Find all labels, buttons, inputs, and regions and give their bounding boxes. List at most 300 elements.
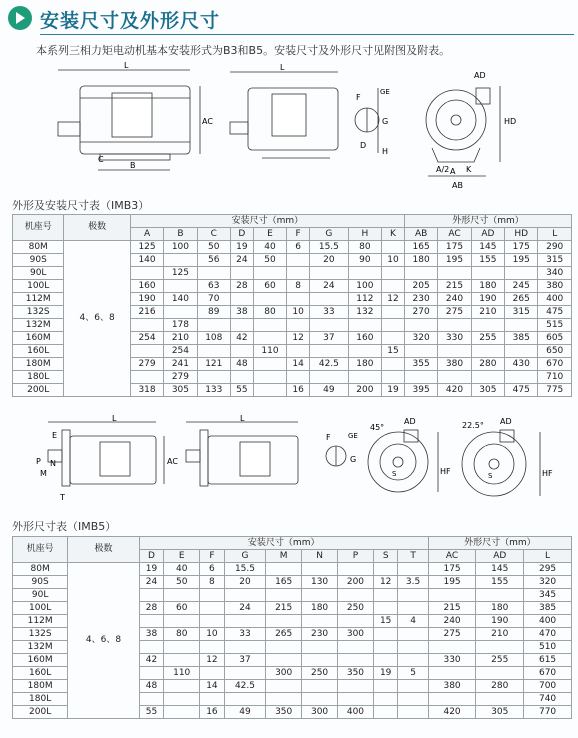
value-cell: 200	[348, 384, 381, 397]
value-cell: 112	[348, 293, 381, 306]
value-cell	[266, 680, 302, 693]
value-cell: 330	[438, 332, 471, 345]
value-cell	[164, 615, 200, 628]
value-cell: 125	[130, 241, 163, 254]
value-cell: 15.5	[224, 563, 266, 576]
value-cell: 340	[538, 267, 572, 280]
value-cell	[253, 319, 286, 332]
value-cell: 4	[398, 615, 428, 628]
intro-text: 本系列三相力矩电动机基本安装形式为B3和B5。安装尺寸及外形尺寸见附图及附表。	[36, 44, 451, 57]
value-cell: 42	[230, 332, 253, 345]
value-cell: 400	[338, 706, 374, 719]
value-cell	[287, 254, 310, 267]
value-cell: 155	[471, 254, 504, 267]
value-cell: 100	[348, 280, 381, 293]
value-cell: 12	[382, 293, 405, 306]
value-cell: 275	[438, 306, 471, 319]
b3-shaft-view	[230, 72, 379, 158]
value-cell: 80	[164, 628, 200, 641]
value-cell: 14	[287, 358, 310, 371]
value-cell	[382, 358, 405, 371]
value-cell	[476, 589, 524, 602]
dim-L: L	[124, 61, 129, 70]
value-cell: 190	[130, 293, 163, 306]
dim-HD: HD	[504, 117, 517, 126]
col-a: A	[130, 228, 163, 241]
value-cell: 279	[130, 358, 163, 371]
dim-G: G	[382, 117, 389, 126]
value-cell	[253, 332, 286, 345]
value-cell: 305	[164, 384, 197, 397]
value-cell: 265	[266, 628, 302, 641]
value-cell: 175	[505, 241, 538, 254]
value-cell	[398, 641, 428, 654]
value-cell: 180	[348, 358, 381, 371]
dim-H: H	[382, 147, 389, 156]
value-cell: 56	[197, 254, 230, 267]
value-cell: 205	[404, 280, 437, 293]
value-cell	[200, 589, 225, 602]
b3-drawings	[0, 58, 578, 190]
value-cell: 20	[310, 254, 349, 267]
b5-side-view	[48, 422, 164, 486]
frame-cell: 132M	[13, 641, 68, 654]
value-cell: 240	[438, 293, 471, 306]
col-ad: AD	[471, 228, 504, 241]
value-cell	[373, 706, 398, 719]
value-cell: 38	[230, 306, 253, 319]
value-cell: 400	[524, 615, 572, 628]
value-cell: 3.5	[398, 576, 428, 589]
value-cell	[164, 706, 200, 719]
col-p: P	[338, 550, 374, 563]
value-cell: 12	[287, 332, 310, 345]
value-cell: 230	[302, 628, 338, 641]
value-cell: 60	[253, 280, 286, 293]
frame-cell: 200L	[13, 384, 64, 397]
dim-B: B	[130, 161, 136, 170]
value-cell	[505, 371, 538, 384]
value-cell	[476, 693, 524, 706]
col-ac: AC	[428, 550, 476, 563]
value-cell	[471, 345, 504, 358]
page-title: 安装尺寸及外形尺寸	[40, 10, 221, 32]
section-header	[4, 4, 574, 32]
value-cell: 42.5	[310, 358, 349, 371]
value-cell: 133	[197, 384, 230, 397]
value-cell: 270	[404, 306, 437, 319]
value-cell: 470	[524, 628, 572, 641]
col-ac: AC	[438, 228, 471, 241]
col-d: D	[230, 228, 253, 241]
value-cell	[200, 667, 225, 680]
value-cell: 515	[538, 319, 572, 332]
value-cell	[164, 693, 200, 706]
value-cell: 40	[253, 241, 286, 254]
value-cell	[471, 267, 504, 280]
value-cell: 215	[428, 602, 476, 615]
value-cell	[438, 345, 471, 358]
value-cell	[224, 667, 266, 680]
value-cell	[398, 693, 428, 706]
value-cell: 130	[302, 576, 338, 589]
value-cell	[476, 667, 524, 680]
value-cell: 241	[164, 358, 197, 371]
value-cell: 200	[338, 576, 374, 589]
frame-cell: 160M	[13, 654, 68, 667]
value-cell	[338, 641, 374, 654]
value-cell: 250	[338, 602, 374, 615]
value-cell: 12	[200, 654, 225, 667]
value-cell: 50	[197, 241, 230, 254]
dim-K: K	[466, 165, 472, 174]
value-cell	[139, 615, 164, 628]
value-cell: 350	[338, 667, 374, 680]
title-divider	[40, 34, 574, 35]
value-cell	[348, 371, 381, 384]
value-cell	[348, 345, 381, 358]
value-cell: 380	[428, 680, 476, 693]
value-cell	[382, 267, 405, 280]
value-cell: 195	[438, 254, 471, 267]
value-cell: 16	[200, 706, 225, 719]
value-cell: 290	[538, 241, 572, 254]
value-cell	[230, 319, 253, 332]
b3-end-view	[426, 86, 500, 176]
value-cell	[505, 345, 538, 358]
value-cell: 24	[139, 576, 164, 589]
angle-22-5: 22.5°	[462, 421, 484, 430]
value-cell	[224, 589, 266, 602]
value-cell: 210	[164, 332, 197, 345]
value-cell	[230, 345, 253, 358]
value-cell: 24	[230, 254, 253, 267]
value-cell	[164, 654, 200, 667]
value-cell	[404, 345, 437, 358]
dim-F-b5: F	[326, 433, 331, 442]
frame-cell: 132S	[13, 306, 64, 319]
col-l: L	[538, 228, 572, 241]
value-cell: 380	[438, 358, 471, 371]
col-group-outline: 外形尺寸（mm）	[404, 215, 571, 228]
b5-drawings	[0, 414, 578, 506]
value-cell: 420	[428, 706, 476, 719]
value-cell: 380	[538, 280, 572, 293]
value-cell	[130, 345, 163, 358]
frame-cell: 200L	[13, 706, 68, 719]
col-h: H	[348, 228, 381, 241]
value-cell	[287, 267, 310, 280]
dim-S-f2: S	[488, 472, 493, 480]
value-cell	[404, 319, 437, 332]
value-cell: 265	[505, 293, 538, 306]
value-cell	[338, 589, 374, 602]
b5-flange-view-1	[368, 430, 438, 492]
value-cell: 24	[224, 602, 266, 615]
value-cell: 110	[164, 667, 200, 680]
col-n: N	[302, 550, 338, 563]
value-cell: 14	[200, 680, 225, 693]
dim-M-b5: M	[40, 469, 47, 478]
value-cell: 155	[476, 576, 524, 589]
value-cell: 175	[428, 563, 476, 576]
dim-E-b5: E	[52, 431, 58, 440]
value-cell: 38	[139, 628, 164, 641]
dim-AB: AB	[452, 181, 463, 190]
table-row	[13, 241, 572, 254]
frame-cell: 132S	[13, 628, 68, 641]
value-cell	[302, 615, 338, 628]
dim-AD-f2: AD	[500, 417, 512, 426]
col-f: F	[200, 550, 225, 563]
value-cell: 37	[224, 654, 266, 667]
dim-C: C	[98, 155, 104, 164]
value-cell	[310, 345, 349, 358]
dim-A: A	[450, 167, 456, 176]
value-cell: 275	[428, 628, 476, 641]
b3-table-title: 外形及安装尺寸表（IMB3）	[12, 199, 150, 212]
value-cell	[164, 254, 197, 267]
value-cell: 10	[287, 306, 310, 319]
value-cell	[200, 615, 225, 628]
value-cell: 210	[471, 306, 504, 319]
value-cell	[230, 371, 253, 384]
value-cell: 125	[164, 267, 197, 280]
frame-cell: 180L	[13, 693, 68, 706]
value-cell: 49	[310, 384, 349, 397]
value-cell	[471, 319, 504, 332]
value-cell: 250	[302, 667, 338, 680]
value-cell: 15.5	[310, 241, 349, 254]
value-cell: 305	[471, 384, 504, 397]
value-cell	[382, 332, 405, 345]
col-f: F	[287, 228, 310, 241]
dim-L-b5: L	[112, 414, 117, 423]
value-cell	[398, 654, 428, 667]
value-cell: 320	[404, 332, 437, 345]
value-cell: 145	[471, 241, 504, 254]
b5-table-title: 外形尺寸表（IMB5）	[12, 520, 117, 533]
value-cell: 55	[139, 706, 164, 719]
value-cell	[398, 602, 428, 615]
value-cell	[373, 641, 398, 654]
value-cell: 165	[266, 576, 302, 589]
value-cell: 315	[505, 306, 538, 319]
value-cell	[197, 371, 230, 384]
col-poles: 极数	[64, 215, 130, 241]
value-cell	[287, 293, 310, 306]
col-frame: 机座号	[13, 215, 64, 241]
value-cell: 10	[200, 628, 225, 641]
value-cell: 190	[476, 615, 524, 628]
value-cell: 80	[348, 241, 381, 254]
value-cell	[302, 680, 338, 693]
dim-S-f1: S	[392, 470, 397, 478]
value-cell: 5	[398, 667, 428, 680]
value-cell: 50	[164, 576, 200, 589]
value-cell: 15	[373, 615, 398, 628]
value-cell	[253, 358, 286, 371]
value-cell	[338, 615, 374, 628]
value-cell: 19	[382, 384, 405, 397]
value-cell: 16	[287, 384, 310, 397]
value-cell: 345	[524, 589, 572, 602]
value-cell	[253, 293, 286, 306]
value-cell	[398, 589, 428, 602]
value-cell	[164, 306, 197, 319]
col-c: C	[197, 228, 230, 241]
value-cell: 180	[404, 254, 437, 267]
value-cell	[266, 641, 302, 654]
value-cell	[373, 589, 398, 602]
dim-HF-f2: HF	[542, 469, 553, 478]
value-cell: 132	[348, 306, 381, 319]
value-cell	[302, 693, 338, 706]
frame-cell: 90L	[13, 267, 64, 280]
value-cell	[428, 693, 476, 706]
value-cell	[200, 693, 225, 706]
value-cell	[253, 384, 286, 397]
col-s: S	[373, 550, 398, 563]
value-cell	[382, 306, 405, 319]
frame-cell: 100L	[13, 602, 68, 615]
value-cell: 100	[164, 241, 197, 254]
value-cell	[404, 267, 437, 280]
value-cell: 320	[524, 576, 572, 589]
value-cell: 190	[471, 293, 504, 306]
value-cell: 15	[382, 345, 405, 358]
value-cell: 300	[302, 706, 338, 719]
value-cell: 33	[224, 628, 266, 641]
value-cell: 108	[197, 332, 230, 345]
value-cell	[310, 293, 349, 306]
value-cell: 315	[538, 254, 572, 267]
value-cell: 8	[287, 280, 310, 293]
value-cell: 385	[505, 332, 538, 345]
value-cell: 650	[538, 345, 572, 358]
value-cell	[373, 654, 398, 667]
value-cell	[373, 680, 398, 693]
value-cell: 770	[524, 706, 572, 719]
frame-cell: 112M	[13, 615, 68, 628]
col-t: T	[398, 550, 428, 563]
value-cell: 10	[382, 254, 405, 267]
col-group-outline: 外形尺寸（mm）	[428, 537, 571, 550]
col-e: E	[164, 550, 200, 563]
value-cell: 215	[266, 602, 302, 615]
value-cell	[373, 563, 398, 576]
value-cell	[398, 563, 428, 576]
value-cell	[338, 563, 374, 576]
value-cell: 295	[524, 563, 572, 576]
value-cell: 245	[505, 280, 538, 293]
value-cell: 775	[538, 384, 572, 397]
value-cell	[310, 267, 349, 280]
dim-AC: AC	[202, 117, 213, 126]
value-cell: 420	[438, 384, 471, 397]
col-d: D	[139, 550, 164, 563]
value-cell	[287, 371, 310, 384]
value-cell	[382, 319, 405, 332]
b3-side-view	[58, 70, 200, 170]
value-cell: 121	[197, 358, 230, 371]
col-group-install: 安装尺寸（mm）	[139, 537, 428, 550]
value-cell	[266, 615, 302, 628]
col-frame: 机座号	[13, 537, 68, 563]
value-cell	[266, 589, 302, 602]
value-cell	[266, 654, 302, 667]
value-cell	[266, 563, 302, 576]
col-g: G	[310, 228, 349, 241]
value-cell: 254	[130, 332, 163, 345]
value-cell	[197, 319, 230, 332]
value-cell	[302, 654, 338, 667]
value-cell	[398, 706, 428, 719]
dim-A-half: A/2	[436, 165, 450, 174]
value-cell: 385	[524, 602, 572, 615]
value-cell	[404, 371, 437, 384]
value-cell	[382, 241, 405, 254]
value-cell: 350	[266, 706, 302, 719]
value-cell: 33	[310, 306, 349, 319]
value-cell	[224, 693, 266, 706]
value-cell: 430	[505, 358, 538, 371]
dim-P-b5: P	[36, 457, 41, 466]
col-ab: AB	[404, 228, 437, 241]
value-cell: 175	[438, 241, 471, 254]
col-l: L	[524, 550, 572, 563]
frame-cell: 160L	[13, 345, 64, 358]
col-g: G	[224, 550, 266, 563]
value-cell	[302, 563, 338, 576]
value-cell: 40	[164, 563, 200, 576]
value-cell	[310, 319, 349, 332]
dim-N-b5: N	[50, 459, 56, 468]
value-cell: 254	[164, 345, 197, 358]
value-cell: 89	[197, 306, 230, 319]
value-cell: 670	[538, 358, 572, 371]
poles-cell: 4、6、8	[68, 563, 139, 719]
value-cell	[428, 667, 476, 680]
value-cell	[505, 267, 538, 280]
value-cell	[130, 267, 163, 280]
value-cell: 160	[130, 280, 163, 293]
dim-G-b5: G	[350, 455, 357, 464]
angle-45: 45°	[370, 423, 385, 432]
value-cell: 160	[348, 332, 381, 345]
value-cell	[230, 293, 253, 306]
value-cell: 605	[538, 332, 572, 345]
value-cell: 63	[197, 280, 230, 293]
value-cell	[398, 628, 428, 641]
col-k: K	[382, 228, 405, 241]
value-cell	[266, 693, 302, 706]
value-cell: 510	[524, 641, 572, 654]
value-cell: 20	[224, 576, 266, 589]
value-cell	[382, 280, 405, 293]
dim-L-b5-2: L	[240, 414, 245, 423]
value-cell: 280	[471, 358, 504, 371]
value-cell: 300	[266, 667, 302, 680]
value-cell	[197, 267, 230, 280]
value-cell: 740	[524, 693, 572, 706]
value-cell	[398, 680, 428, 693]
value-cell: 710	[538, 371, 572, 384]
value-cell: 165	[404, 241, 437, 254]
value-cell	[164, 280, 197, 293]
value-cell	[253, 371, 286, 384]
frame-cell: 100L	[13, 280, 64, 293]
